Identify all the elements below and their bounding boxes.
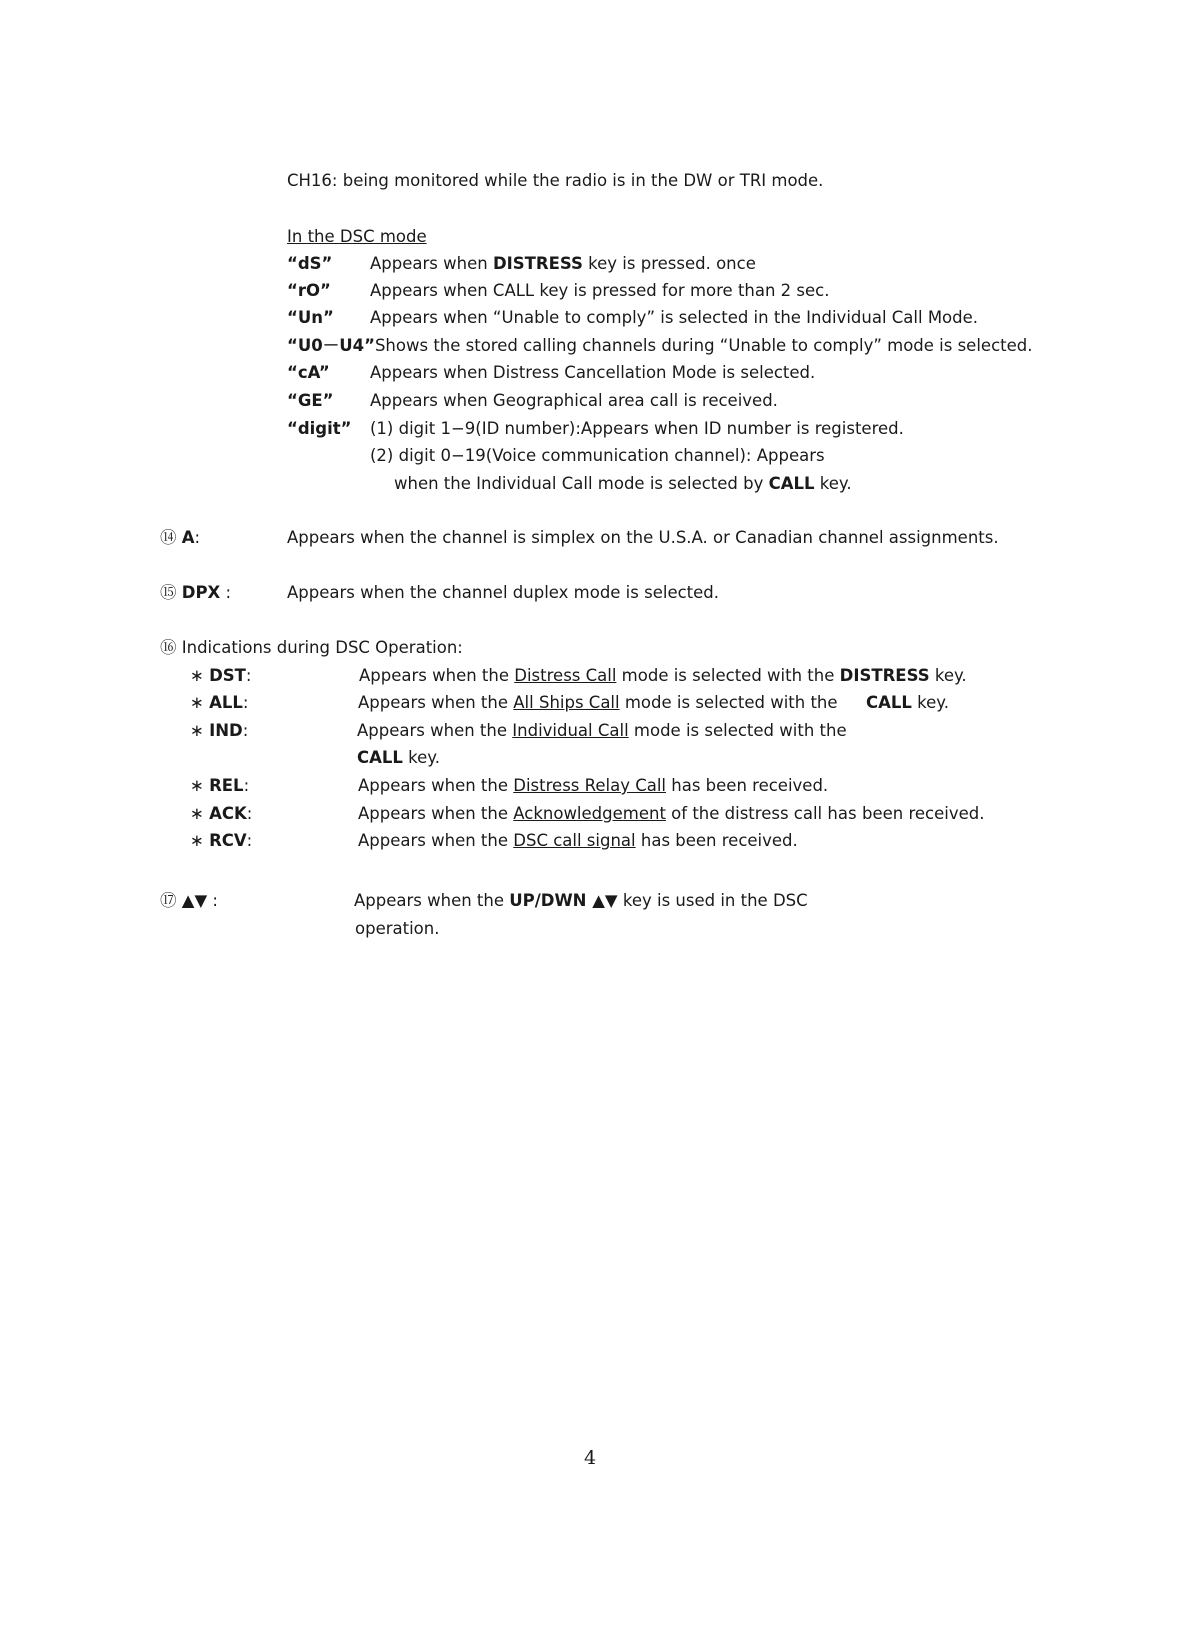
item15-desc: Appears when the channel duplex mode is selected. [287, 583, 720, 602]
dsc-desc: Appears when Distress Cancellation Mode is selected. [370, 363, 816, 382]
dsc-desc: Appears when Geographical area call is received. [370, 391, 778, 410]
dsc-code: “Un” [287, 308, 334, 327]
dsc-code: “rO” [287, 281, 331, 300]
item16-row-label: ∗ IND: [190, 721, 249, 740]
dsc-desc: (1) digit 1−9(ID number):Appears when ID number is registered. [370, 419, 904, 438]
item16-heading: ⑯ Indications during DSC Operation: [160, 638, 463, 657]
dsc-desc: Appears when DISTRESS key is pressed. once [370, 254, 756, 273]
item16-row-label: ∗ DST: [190, 666, 252, 685]
dsc-desc: Appears when “Unable to comply” is selected in the Individual Call Mode. [370, 308, 979, 327]
item14-desc: Appears when the channel is simplex on the U.S.A. or Canadian channel assignments. [287, 528, 999, 547]
intro-text: CH16: being monitored while the radio is in the DW or TRI mode. [287, 171, 824, 190]
item16-row-desc: Appears when the Individual Call mode is selected with the [357, 721, 847, 740]
page-number: 4 [584, 1447, 597, 1469]
dsc-code: “dS” [287, 254, 333, 273]
item16-row-post: been received. [862, 804, 985, 823]
item16-row-label: ∗ ACK: [190, 804, 253, 823]
item16-row-desc: Appears when the Distress Relay Call has been received. [358, 776, 829, 795]
dsc-mode-heading: In the DSC mode [287, 227, 427, 246]
item16-row-desc: Appears when the DSC call signal has been received. [358, 831, 798, 850]
dsc-digit-line2: (2) digit 0−19(Voice communication channel): Appears [370, 446, 825, 465]
item16-row-label: ∗ RCV: [190, 831, 253, 850]
dsc-code: “digit” [287, 419, 352, 438]
item17-label: ⑰ ▲▼ : [160, 891, 218, 910]
item16-row-key: CALL key. [866, 693, 949, 712]
item16-row-desc: Appears when the Distress Call mode is selected with the DISTRESS key. [359, 666, 967, 685]
item16-row-desc: Appears when the All Ships Call mode is selected with the [358, 693, 838, 712]
item16-row-label: ∗ REL: [190, 776, 250, 795]
item14-label: ⑭ A: [160, 528, 201, 547]
item17-line2: operation. [355, 919, 440, 938]
item16-row-desc: Appears when the Acknowledgement of the distress call has [358, 804, 857, 823]
item16-ind-line2: CALL key. [357, 748, 440, 767]
item16-row-label: ∗ ALL: [190, 693, 249, 712]
dsc-code-line: “U0－U4”Shows the stored calling channels during “Unable to comply” mode is selected. [287, 336, 1033, 355]
dsc-desc: Appears when CALL key is pressed for more than 2 sec. [370, 281, 830, 300]
dsc-digit-line3: when the Individual Call mode is selected by CALL key. [394, 474, 852, 493]
dsc-code: “GE” [287, 391, 334, 410]
dsc-code: “cA” [287, 363, 330, 382]
item17-desc: Appears when the UP/DWN ▲▼ key is used in the DSC [354, 891, 808, 910]
item15-label: ⑮ DPX : [160, 583, 232, 602]
